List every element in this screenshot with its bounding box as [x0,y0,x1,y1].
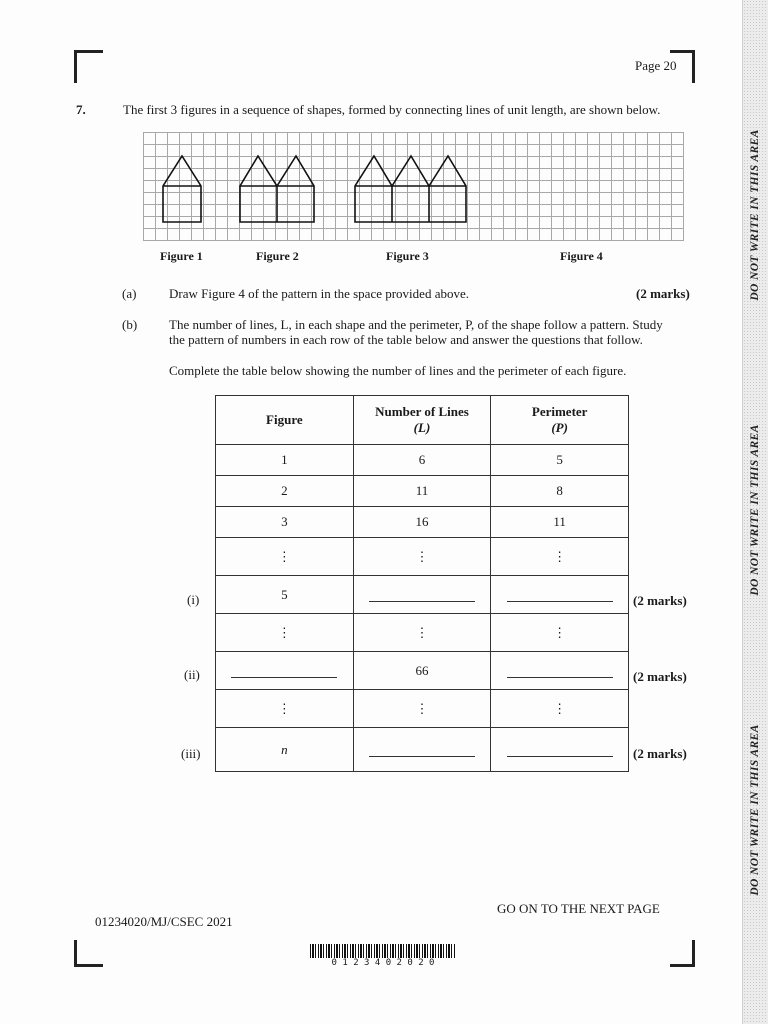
question-intro: The first 3 figures in a sequence of shapes, formed by connecting lines of unit length, are shown below. [123,102,661,117]
answer-blank-perimeter-ii[interactable] [491,652,629,690]
cell-perimeter: 11 [491,507,629,538]
figure-1-label: Figure 1 [160,249,203,263]
table-ellipsis-row [216,538,629,576]
header-lines-symbol: (L) [413,420,431,435]
part-b-label: (b) [122,317,138,332]
header-lines [353,396,491,445]
ellipsis-cell: ⋮ [491,614,629,652]
cell-figure: 1 [216,445,354,476]
cell-lines: 11 [353,476,491,507]
cell-lines: 16 [353,507,491,538]
go-on-notice: GO ON TO THE NEXT PAGE [497,901,660,916]
answer-blank-perimeter-i[interactable] [491,576,629,614]
subpart-ii-label: (ii) [184,667,200,682]
table-row [216,507,629,538]
table-ellipsis-row [216,690,629,728]
subpart-iii-marks: (2 marks) [633,746,687,761]
ellipsis-cell: ⋮ [353,538,491,576]
table-row [216,476,629,507]
cell-lines-ii: 66 [353,652,491,690]
table-ellipsis-row [216,614,629,652]
subpart-i-label: (i) [187,592,200,607]
header-perimeter-label: Perimeter [531,404,588,419]
part-b-instruction: Complete the table below showing the number of lines and the perimeter of each figure. [169,363,627,378]
barcode [310,944,456,958]
corner-mark-bottom-right [670,940,695,967]
corner-mark-bottom-left [74,940,103,967]
cell-figure-i: 5 [216,576,354,614]
part-a-marks: (2 marks) [636,286,690,301]
cell-perimeter: 5 [491,445,629,476]
header-perimeter [491,396,629,445]
margin-notice-bottom: DO NOT WRITE IN THIS AREA [749,724,761,896]
cell-figure-iii: n [216,728,354,772]
ellipsis-cell: ⋮ [216,614,354,652]
ellipsis-cell: ⋮ [353,614,491,652]
ellipsis-cell: ⋮ [491,538,629,576]
header-lines-label: Number of Lines [375,404,469,419]
answer-blank-lines-iii[interactable] [353,728,491,772]
part-a-label: (a) [122,286,137,301]
part-b-text-line-1: The number of lines, L, in each shape and the perimeter, P, of the shape follow a pattern. Study [169,317,663,332]
ellipsis-cell: ⋮ [216,538,354,576]
figure-3-shape [355,156,466,222]
barcode-digits: 0 1 2 3 4 0 2 0 2 0 [331,958,435,968]
page-number: Page 20 [635,58,677,73]
cell-perimeter: 8 [491,476,629,507]
cell-figure: 3 [216,507,354,538]
cell-lines: 6 [353,445,491,476]
ellipsis-cell: ⋮ [491,690,629,728]
table-row [216,445,629,476]
table-header-row [216,396,629,445]
margin-notice-middle: DO NOT WRITE IN THIS AREA [749,424,761,596]
table-row-ii [216,652,629,690]
cell-figure: 2 [216,476,354,507]
subpart-i-marks: (2 marks) [633,593,687,608]
paper-code: 01234020/MJ/CSEC 2021 [95,914,233,929]
ellipsis-cell: ⋮ [216,690,354,728]
subpart-iii-label: (iii) [181,746,201,761]
figure-2-label: Figure 2 [256,249,299,263]
figure-3-label: Figure 3 [386,249,429,263]
margin-notice-top: DO NOT WRITE IN THIS AREA [749,129,761,301]
answer-blank-figure-ii[interactable] [216,652,354,690]
subpart-ii-marks: (2 marks) [633,669,687,684]
question-number: 7. [76,102,86,117]
figure-4-label: Figure 4 [560,249,603,263]
figure-2-shape [240,156,314,222]
header-perimeter-symbol: (P) [551,420,568,435]
table-row-iii [216,728,629,772]
answer-blank-perimeter-iii[interactable] [491,728,629,772]
lines-perimeter-table [215,395,629,772]
table-row-i [216,576,629,614]
figure-1-shape [163,156,201,222]
ellipsis-cell: ⋮ [353,690,491,728]
part-b-text-line-2: the pattern of numbers in each row of the table below and answer the questions that follow. [169,332,643,347]
header-figure: Figure [216,396,354,445]
figures-drawing [0,0,768,300]
part-a-text: Draw Figure 4 of the pattern in the space provided above. [169,286,469,301]
answer-blank-lines-i[interactable] [353,576,491,614]
